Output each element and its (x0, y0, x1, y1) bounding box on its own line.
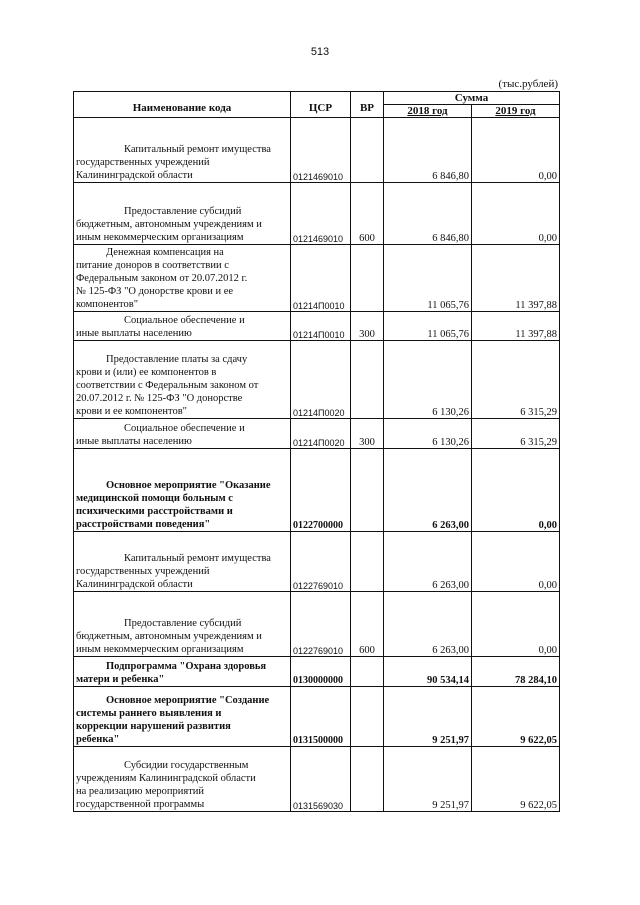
row-2019: 9 622,05 (472, 747, 560, 812)
row-2018: 6 130,26 (384, 341, 472, 419)
row-name-line: бюджетным, автономным учреждениям и (76, 219, 262, 230)
row-name-line: психическими расстройствами и (76, 506, 233, 517)
row-name (74, 419, 291, 449)
row-name (74, 183, 291, 245)
row-name (74, 341, 291, 419)
row-name (74, 687, 291, 747)
row-vr (351, 657, 384, 687)
table-row (74, 449, 560, 532)
row-name-line: матери и ребенка" (76, 674, 165, 685)
row-name-line: иным некоммерческим организациям (76, 644, 244, 655)
row-name-line: расстройствами поведения" (76, 519, 211, 530)
row-name-line: Подпрограмма "Охрана здоровья (106, 661, 267, 672)
table-row (74, 245, 560, 312)
header-2018: 2018 год (384, 105, 472, 118)
row-name-line: 20.07.2012 г. № 125-ФЗ "О донорстве (76, 393, 243, 404)
row-name-line: Предоставление субсидий (124, 618, 242, 629)
row-csr: 01214П0010 (291, 312, 351, 341)
row-vr (351, 245, 384, 312)
row-name-line: крови и ее компонентов" (76, 406, 187, 417)
row-name-line: Основное мероприятие "Оказание (106, 480, 271, 491)
row-name-line: коррекции нарушений развития (76, 721, 231, 732)
row-name-line: иным некоммерческим организациям (76, 232, 244, 243)
page-number: 513 (310, 46, 330, 58)
row-name (74, 657, 291, 687)
row-name-line: Калининградской области (76, 170, 193, 181)
row-2018: 6 263,00 (384, 592, 472, 657)
header-vr: ВР (351, 92, 384, 118)
row-csr: 01214П0020 (291, 341, 351, 419)
row-name-line: системы раннего выявления и (76, 708, 222, 719)
row-name-line: медицинской помощи больным с (76, 493, 233, 504)
row-name (74, 449, 291, 532)
table-row (74, 657, 560, 687)
row-csr: 0121469010 (291, 183, 351, 245)
row-name-line: Капитальный ремонт имущества (124, 144, 271, 155)
row-name-line: государственной программы (76, 799, 205, 810)
row-name-line: учреждениям Калининградской области (76, 773, 256, 784)
row-2018: 11 065,76 (384, 312, 472, 341)
row-name-line: соответствии с Федеральным законом от (76, 380, 259, 391)
row-vr (351, 118, 384, 183)
row-name-line: Капитальный ремонт имущества (124, 553, 271, 564)
row-2018: 6 130,26 (384, 419, 472, 449)
row-name-line: крови и (или) ее компонентов в (76, 367, 217, 378)
row-2018: 6 263,00 (384, 449, 472, 532)
row-name-line: на реализацию мероприятий (76, 786, 205, 797)
row-2019: 0,00 (472, 183, 560, 245)
budget-table (73, 91, 560, 812)
row-csr: 0122769010 (291, 532, 351, 592)
row-2018: 6 846,80 (384, 183, 472, 245)
header-csr: ЦСР (291, 92, 351, 118)
row-2018: 6 263,00 (384, 532, 472, 592)
row-name-line: питание доноров в соответствии с (76, 260, 229, 271)
header-name: Наименование кода (74, 92, 291, 118)
row-name-line: Социальное обеспечение и (124, 315, 245, 326)
row-name-line: компонентов" (76, 299, 138, 310)
table-row (74, 532, 560, 592)
row-2019: 0,00 (472, 449, 560, 532)
row-name-line: бюджетным, автономным учреждениям и (76, 631, 262, 642)
row-2018: 9 251,97 (384, 687, 472, 747)
row-csr: 0131569030 (291, 747, 351, 812)
row-name-line: государственных учреждений (76, 566, 210, 577)
row-name (74, 245, 291, 312)
row-2018: 9 251,97 (384, 747, 472, 812)
row-name-line: иные выплаты населению (76, 328, 192, 339)
row-2019: 11 397,88 (472, 245, 560, 312)
row-vr (351, 687, 384, 747)
row-2019: 9 622,05 (472, 687, 560, 747)
row-name (74, 747, 291, 812)
table-row (74, 687, 560, 747)
row-2018: 90 534,14 (384, 657, 472, 687)
table-row (74, 419, 560, 449)
row-name-line: Социальное обеспечение и (124, 423, 245, 434)
row-name-line: Предоставление платы за сдачу (106, 354, 248, 365)
row-2019: 0,00 (472, 532, 560, 592)
header-sum: Сумма (384, 92, 560, 105)
row-name-line: Основное мероприятие "Создание (106, 695, 270, 706)
row-name (74, 592, 291, 657)
row-2019: 78 284,10 (472, 657, 560, 687)
row-csr: 0122700000 (291, 449, 351, 532)
row-2018: 11 065,76 (384, 245, 472, 312)
row-vr (351, 747, 384, 812)
row-csr: 0131500000 (291, 687, 351, 747)
row-name-line: государственных учреждений (76, 157, 210, 168)
table-row (74, 118, 560, 183)
row-2018: 6 846,80 (384, 118, 472, 183)
row-csr: 0130000000 (291, 657, 351, 687)
row-name-line: Денежная компенсация на (106, 247, 224, 258)
row-name (74, 312, 291, 341)
row-name (74, 532, 291, 592)
row-name-line: Субсидии государственным (124, 760, 249, 771)
units-label: (тыс.рублей) (498, 78, 558, 90)
row-vr (351, 341, 384, 419)
row-name-line: иные выплаты населению (76, 436, 192, 447)
row-csr: 01214П0010 (291, 245, 351, 312)
row-vr: 600 (351, 592, 384, 657)
row-vr (351, 532, 384, 592)
row-name-line: № 125-ФЗ "О донорстве крови и ее (76, 286, 234, 297)
row-name (74, 118, 291, 183)
row-csr: 01214П0020 (291, 419, 351, 449)
header-2019: 2019 год (472, 105, 560, 118)
row-vr (351, 449, 384, 532)
table-row (74, 341, 560, 419)
row-2019: 0,00 (472, 118, 560, 183)
row-2019: 0,00 (472, 592, 560, 657)
table-row (74, 183, 560, 245)
row-name-line: Федеральным законом от 20.07.2012 г. (76, 273, 248, 284)
table-row (74, 747, 560, 812)
row-2019: 11 397,88 (472, 312, 560, 341)
row-2019: 6 315,29 (472, 419, 560, 449)
row-csr: 0121469010 (291, 118, 351, 183)
row-vr: 300 (351, 419, 384, 449)
row-name-line: Предоставление субсидий (124, 206, 242, 217)
row-csr: 0122769010 (291, 592, 351, 657)
table-row (74, 592, 560, 657)
table-row (74, 312, 560, 341)
row-name-line: ребенка" (76, 734, 120, 745)
row-2019: 6 315,29 (472, 341, 560, 419)
row-name-line: Калининградской области (76, 579, 193, 590)
row-vr: 600 (351, 183, 384, 245)
row-vr: 300 (351, 312, 384, 341)
